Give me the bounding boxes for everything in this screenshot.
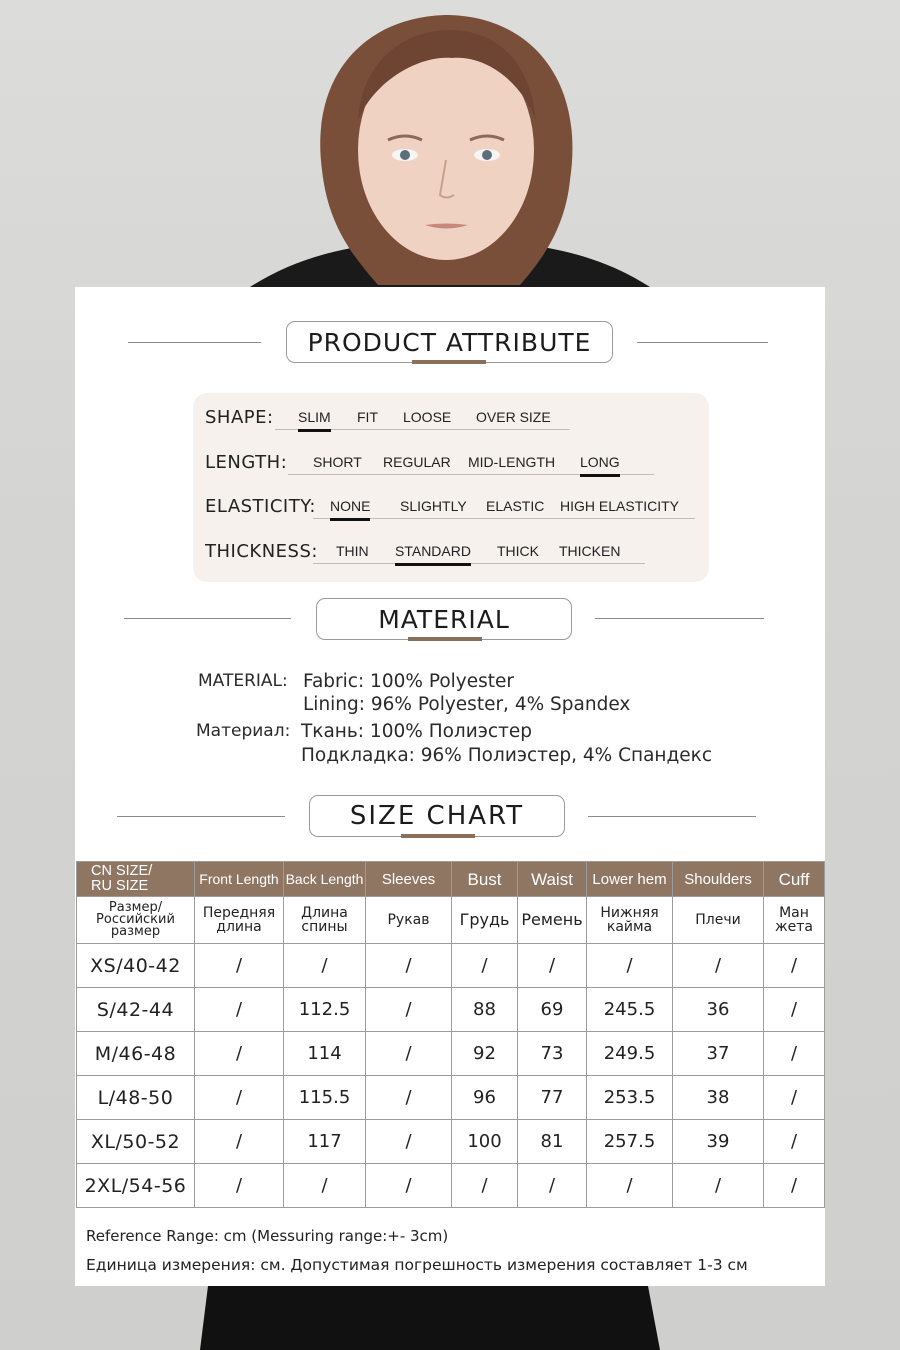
reference-range-note: Reference Range: cm (Messuring range:+- 3cm) [86, 1227, 449, 1245]
table-cell: / [452, 944, 518, 988]
table-header-cell-ru: Ремень [518, 897, 587, 944]
attribute-label: LENGTH: [205, 452, 288, 473]
table-cell: / [518, 1164, 587, 1208]
table-cell: / [764, 1120, 825, 1164]
size-label-cell: L/48-50 [77, 1076, 195, 1120]
attribute-option: THICKEN [559, 543, 621, 559]
table-cell: / [764, 944, 825, 988]
table-cell: 249.5 [587, 1032, 673, 1076]
attribute-label: THICKNESS: [205, 541, 318, 562]
size-chart-title: SIZE CHART [309, 795, 565, 837]
table-header-cell: CN SIZE/ RU SIZE [77, 862, 195, 897]
table-cell: 112.5 [284, 988, 366, 1032]
table-cell: / [366, 1076, 452, 1120]
attribute-option: THIN [336, 543, 369, 559]
size-label-cell: 2XL/54-56 [77, 1164, 195, 1208]
table-row [77, 1076, 825, 1120]
size-label-cell: XS/40-42 [77, 944, 195, 988]
table-cell: / [195, 1076, 284, 1120]
header-accent-bar [412, 360, 486, 364]
attribute-option-selected: STANDARD [395, 543, 471, 559]
table-cell: / [195, 1032, 284, 1076]
header-divider-right [637, 342, 768, 343]
attribute-row [193, 450, 709, 490]
table-cell: 100 [452, 1120, 518, 1164]
header-divider-right [595, 618, 764, 619]
product-info-card [75, 287, 825, 1286]
table-header-cell-ru: Грудь [452, 897, 518, 944]
material-lining-ru: Подкладка: 96% Полиэстер, 4% Спандекс [301, 745, 713, 766]
table-header-cell-ru: Плечи [673, 897, 764, 944]
table-header-cell-ru: Размер/ Российский размер [77, 897, 195, 944]
table-cell: 115.5 [284, 1076, 366, 1120]
size-label-cell: XL/50-52 [77, 1120, 195, 1164]
attribute-option: SHORT [313, 454, 362, 470]
material-label-en: MATERIAL: [198, 671, 288, 691]
size-label-cell: M/46-48 [77, 1032, 195, 1076]
material-fabric-en: Fabric: 100% Polyester [303, 671, 514, 692]
table-cell: 245.5 [587, 988, 673, 1032]
table-row [77, 944, 825, 988]
table-cell: 88 [452, 988, 518, 1032]
table-cell: 257.5 [587, 1120, 673, 1164]
reference-range-note-ru: Единица измерения: см. Допустимая погрешность измерения составляет 1-3 см [86, 1256, 748, 1274]
attribute-option: REGULAR [383, 454, 451, 470]
attribute-option: OVER SIZE [476, 409, 551, 425]
table-header-cell: Cuff [764, 862, 825, 897]
table-cell: / [195, 1120, 284, 1164]
table-row [77, 988, 825, 1032]
table-cell: 69 [518, 988, 587, 1032]
table-cell: 92 [452, 1032, 518, 1076]
size-label-cell: S/42-44 [77, 988, 195, 1032]
table-header-cell: Lower hem [587, 862, 673, 897]
table-header-cell-ru: Рукав [366, 897, 452, 944]
table-cell: / [764, 1032, 825, 1076]
table-cell: 81 [518, 1120, 587, 1164]
material-title: MATERIAL [316, 598, 572, 640]
attribute-option-selected: SLIM [298, 409, 331, 425]
attribute-option: HIGH ELASTICITY [560, 498, 680, 514]
attribute-option-selected: NONE [330, 498, 371, 514]
table-row [77, 1032, 825, 1076]
table-cell: 96 [452, 1076, 518, 1120]
attribute-option: MID-LENGTH [468, 454, 556, 470]
attribute-baseline [313, 563, 645, 564]
table-cell: 117 [284, 1120, 366, 1164]
table-cell: / [452, 1164, 518, 1208]
header-accent-bar [408, 637, 482, 641]
material-lining-en: Lining: 96% Polyester, 4% Spandex [303, 694, 631, 715]
attribute-option: LOOSE [403, 409, 452, 425]
table-cell: / [587, 1164, 673, 1208]
table-cell: 36 [673, 988, 764, 1032]
table-cell: / [195, 988, 284, 1032]
attribute-option: FIT [357, 409, 378, 425]
attribute-label: ELASTICITY: [205, 496, 316, 517]
header-divider-left [128, 342, 261, 343]
attribute-option: SLIGHTLY [400, 498, 467, 514]
table-cell: 37 [673, 1032, 764, 1076]
table-cell: 38 [673, 1076, 764, 1120]
table-cell: 39 [673, 1120, 764, 1164]
table-cell: / [366, 1120, 452, 1164]
table-cell: / [366, 988, 452, 1032]
table-cell: / [673, 944, 764, 988]
attribute-row [193, 405, 709, 445]
table-cell: / [284, 944, 366, 988]
table-cell: 77 [518, 1076, 587, 1120]
table-header-cell: Shoulders [673, 862, 764, 897]
table-header-cell-ru: Нижняя кайма [587, 897, 673, 944]
header-divider-left [124, 618, 291, 619]
table-cell: / [195, 1164, 284, 1208]
table-cell: / [587, 944, 673, 988]
header-divider-left [117, 816, 285, 817]
table-cell: / [764, 1164, 825, 1208]
attribute-option-selected: LONG [580, 454, 620, 470]
table-cell: / [366, 1164, 452, 1208]
table-cell: / [673, 1164, 764, 1208]
table-header-cell-ru: Длина спины [284, 897, 366, 944]
table-cell: / [366, 944, 452, 988]
attribute-row [193, 539, 709, 579]
table-cell: 253.5 [587, 1076, 673, 1120]
table-row [77, 1120, 825, 1164]
attribute-option: ELASTIC [486, 498, 545, 514]
table-cell: / [764, 1076, 825, 1120]
product-attribute-title: PRODUCT ATTRIBUTE [286, 321, 613, 363]
table-header-row-en [77, 862, 825, 897]
header-divider-right [588, 816, 756, 817]
header-accent-bar [401, 834, 475, 838]
material-fabric-ru: Ткань: 100% Полиэстер [301, 721, 532, 742]
table-cell: 73 [518, 1032, 587, 1076]
table-header-cell-ru: Ман жета [764, 897, 825, 944]
table-header-cell: Sleeves [366, 862, 452, 897]
table-cell: 114 [284, 1032, 366, 1076]
table-header-cell: Waist [518, 862, 587, 897]
table-cell: / [518, 944, 587, 988]
attribute-panel [193, 393, 709, 582]
size-chart-table [76, 861, 825, 1208]
attribute-row [193, 494, 709, 534]
attribute-label: SHAPE: [205, 407, 274, 428]
table-cell: / [284, 1164, 366, 1208]
table-header-row-ru [77, 897, 825, 944]
attribute-option: THICK [497, 543, 539, 559]
table-header-cell-ru: Передняя длина [195, 897, 284, 944]
table-header-cell: Bust [452, 862, 518, 897]
table-header-cell: Back Length [284, 862, 366, 897]
table-cell: / [366, 1032, 452, 1076]
table-row [77, 1164, 825, 1208]
table-cell: / [195, 944, 284, 988]
material-label-ru: Материал: [196, 721, 291, 741]
table-cell: / [764, 988, 825, 1032]
table-header-cell: Front Length [195, 862, 284, 897]
